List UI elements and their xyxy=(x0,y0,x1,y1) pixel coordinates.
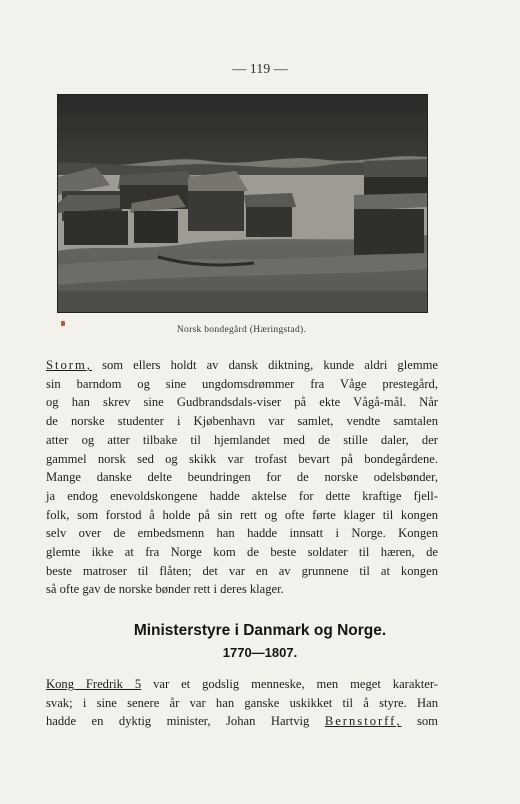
text-line: Storm, som ellers holdt av dansk diktning, kunde aldri glemme xyxy=(46,358,438,372)
text-line: Mange danske delte beundringen for de norske odelsbønder, xyxy=(46,470,438,485)
photo-caption: Norsk bondegård (Hæringstad). xyxy=(176,325,307,335)
text-line: gammel norsk sed og skikk var trofast bevart på bondegårdene. xyxy=(46,451,438,466)
text-line: Kong Fredrik 5 var et godslig menneske, men meget karakter- xyxy=(46,677,438,691)
farm-photo-image xyxy=(58,95,427,312)
text-line: så ofte gav de norske bønder rett i deres klager. xyxy=(46,582,284,597)
paragraph-1 xyxy=(46,356,438,599)
text-line: beste matroser til flåten; det var en av grunnene til at kongen xyxy=(46,563,438,578)
text-line: folk, som forstod å holde på sin rett og ofte førte klager til kongen xyxy=(46,507,438,522)
text-line: og han skrev sine Gudbrandsdals-viser på ekte Vågå-mål. Når xyxy=(46,395,438,410)
text-line: sin barndom og sine ungdomsdrømmer fra Våge prestegård, xyxy=(46,376,438,391)
lead-word: Storm, xyxy=(46,358,92,372)
farm-photograph xyxy=(57,94,428,313)
minister-name: Bernstorff, xyxy=(324,714,402,729)
text-line: atter og atter tilbake til hjemlandet med de stille daler, der xyxy=(46,432,438,447)
text-line: de norske studenter i Kjøbenhavn var samlet, vendte samtalen xyxy=(46,414,438,429)
king-name: Kong Fredrik 5 xyxy=(46,677,142,691)
section-years: 1770—1807. xyxy=(222,645,298,660)
text-line: glemte ikke at fra Norge kom de beste soldater til hæren, de xyxy=(46,545,438,560)
text-line: svak; i sine senere år var han ganske uskikket til å styre. Han xyxy=(46,695,438,710)
text-line: ja endog enevoldskongene hadde aktelse for dette kraftige fjell- xyxy=(46,488,438,503)
text-line: selv over de embedsmenn han hadde innsatt i Norge. Kongen xyxy=(46,526,438,541)
paragraph-2 xyxy=(46,675,438,731)
text-line: hadde en dyktig minister, Johan Hartvig Bernstorff, som xyxy=(46,714,438,729)
page-number: — 119 — xyxy=(232,62,288,77)
section-heading: Ministerstyre i Danmark og Norge. xyxy=(133,622,387,639)
